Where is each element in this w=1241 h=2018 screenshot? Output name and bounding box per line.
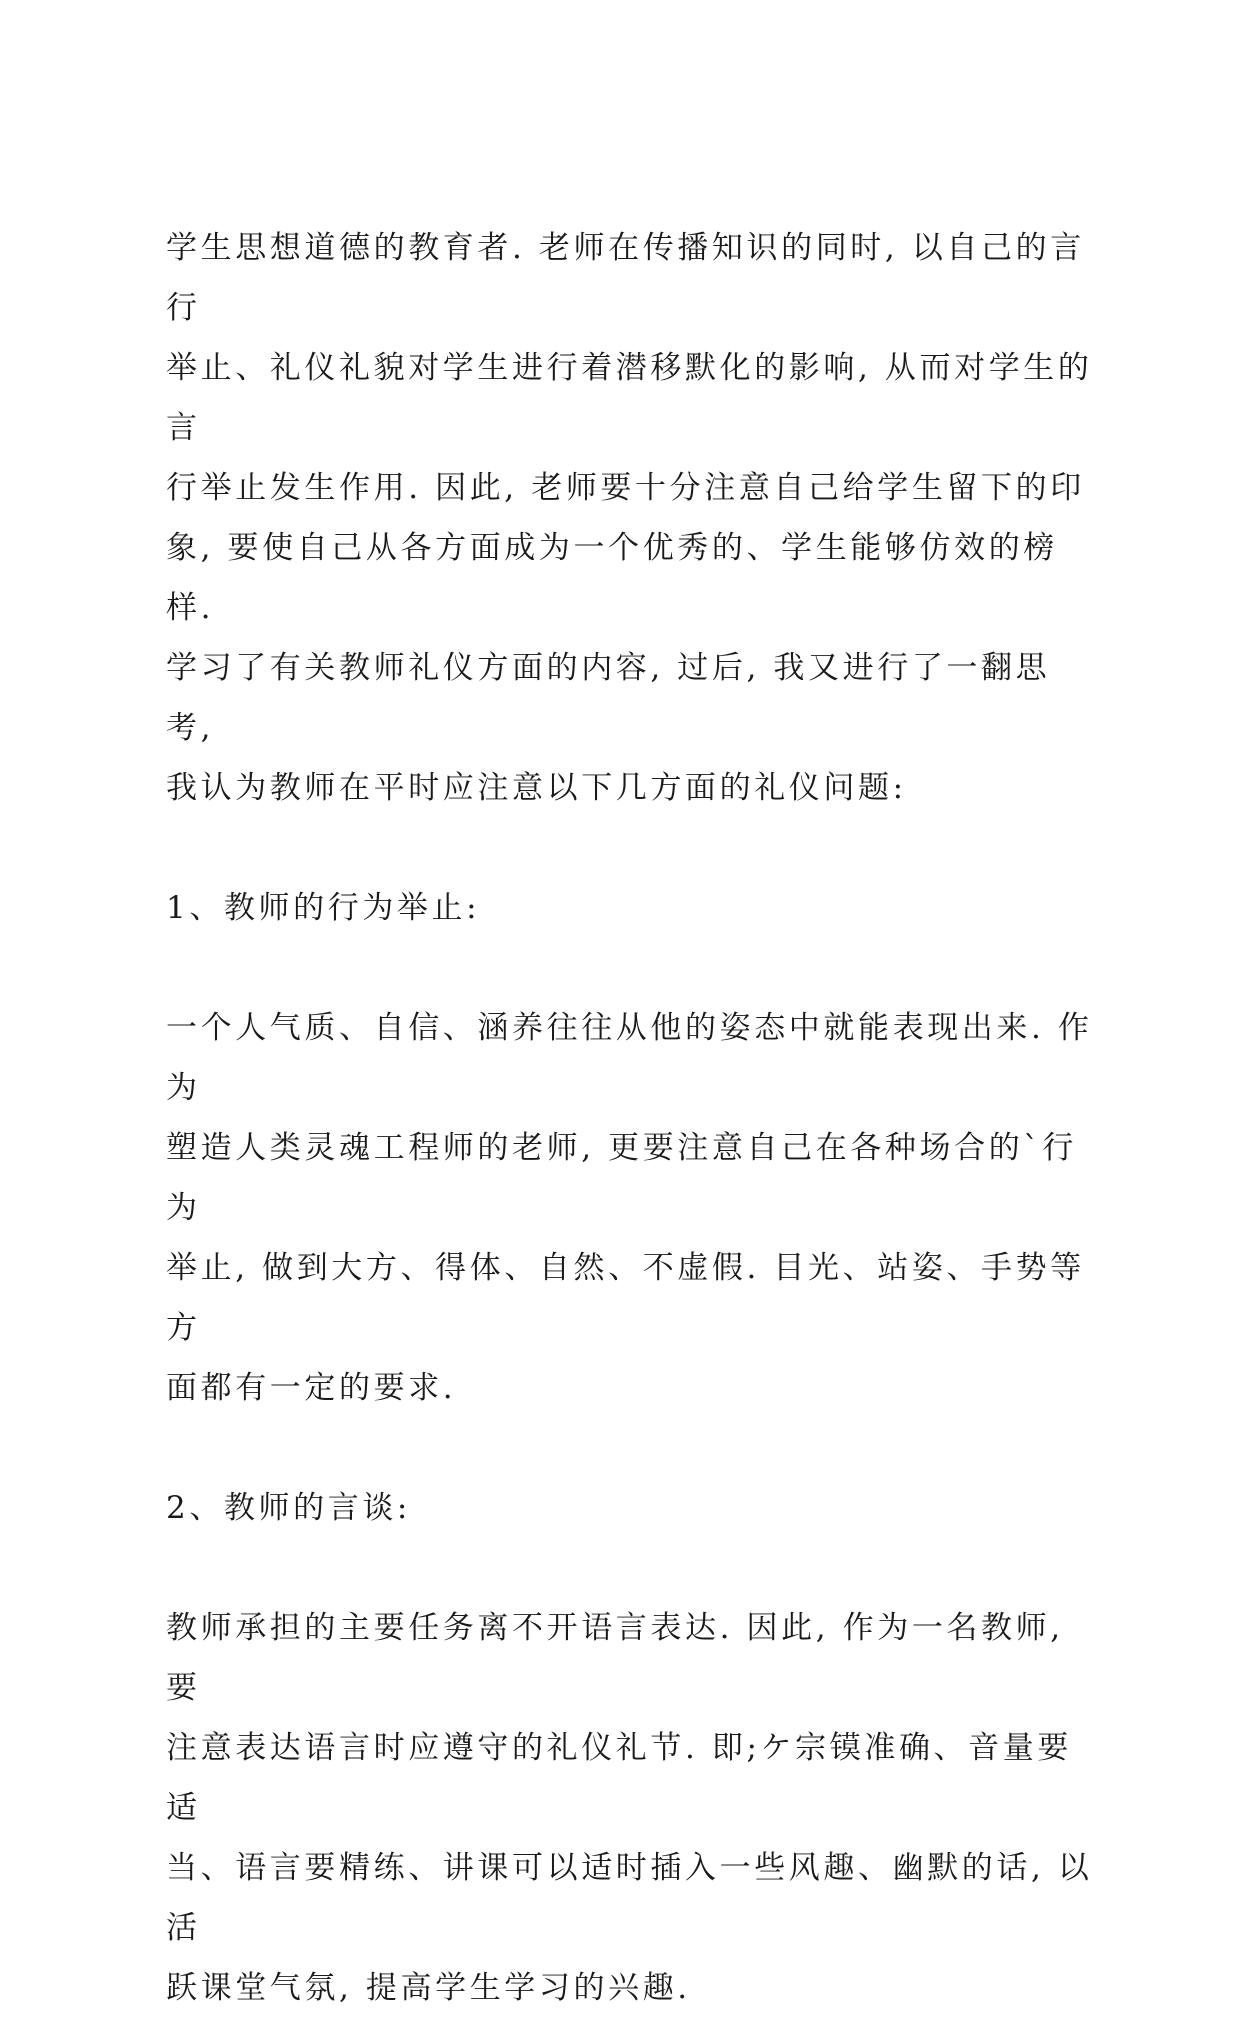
paragraph-spacer <box>166 818 1096 878</box>
behavior-paragraph: 一个人气质、自信、涵养往往从他的姿态中就能表现出来. 作为 塑造人类灵魂工程师的老师, 更要注意自己在各种场合的`行为 举止, 做到大方、得体、自然、不虚假. 目光、站姿、手势等方 面都有一定的要求. <box>166 1010 1093 1406</box>
paragraph-spacer <box>166 938 1096 998</box>
paragraph-spacer <box>166 1538 1096 1598</box>
section-heading-speech: 2、教师的言谈: <box>166 1490 411 1526</box>
document-body <box>166 218 1096 2018</box>
intro-paragraph: 学生思想道德的教育者. 老师在传播知识的同时, 以自己的言行 举止、礼仪礼貌对学生进行着潜移默化的影响, 从而对学生的言 行举止发生作用. 因此, 老师要十分注意自己给学生留下的印 象, 要使自己从各方面成为一个优秀的、学生能够仿效的榜样. 学习了有关教师礼仪方面的内容, 过后, 我又进行了一翻思考, 我认为教师在平时应注意以下几方面的礼仪问题: <box>166 230 1093 806</box>
speech-paragraph: 教师承担的主要任务离不开语言表达. 因此, 作为一名教师, 要 注意表达语言时应遵守的礼仪礼节. 即;ケ宗镆准确、音量要适 当、语言要精练、讲课可以适时插入一些风趣、幽默的话, 以活 跃课堂气氛, 提高学生学习的兴趣. <box>166 1610 1093 2006</box>
section-heading-behavior: 1、教师的行为举止: <box>166 890 481 926</box>
paragraph-spacer <box>166 1418 1096 1478</box>
